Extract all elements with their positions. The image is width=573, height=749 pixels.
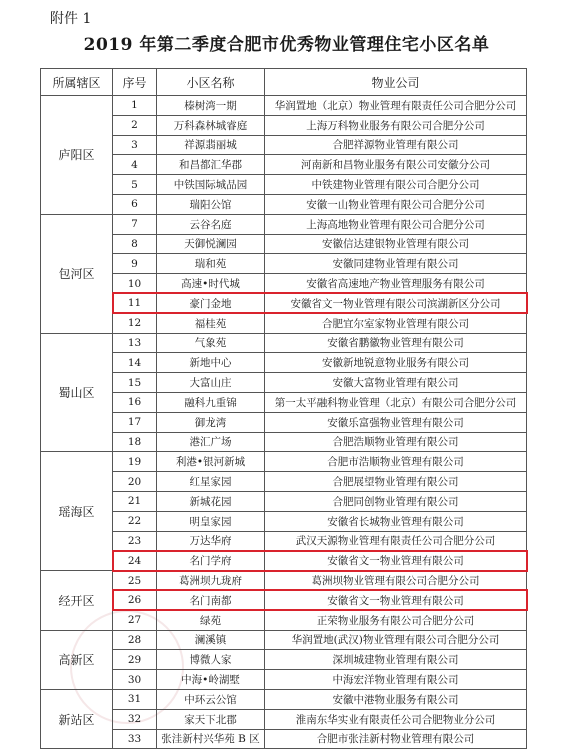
property-company-cell: 中铁建物业管理有限公司合肥分公司: [265, 175, 527, 195]
community-name-cell: 榛树湾一期: [157, 96, 265, 116]
community-name-cell: 万科森林城睿庭: [157, 115, 265, 135]
row-number-cell: 2: [113, 115, 157, 135]
property-company-cell: 第一太平融科物业管理（北京）有限公司合肥分公司: [265, 392, 527, 412]
table-header-row: [41, 69, 527, 96]
community-name-cell: 大富山庄: [157, 373, 265, 393]
table-row: [41, 234, 527, 254]
row-number-cell: 19: [113, 452, 157, 472]
row-number-cell: 13: [113, 333, 157, 353]
highlight-box: [112, 589, 528, 611]
property-company-cell: 安徽省高速地产物业管理服务有限公司: [265, 274, 527, 294]
community-name-cell: 利港•银河新城: [157, 452, 265, 472]
property-company-cell: 合肥市张洼新村物业管理有限公司: [265, 729, 527, 749]
row-number-cell: 16: [113, 392, 157, 412]
table-row: [41, 491, 527, 511]
table-row: [41, 472, 527, 492]
table-row: [41, 412, 527, 432]
row-number-cell: 14: [113, 353, 157, 373]
attachment-label: 附件 1: [50, 11, 92, 27]
property-company-cell: 上海万科物业服务有限公司合肥分公司: [265, 115, 527, 135]
district-cell: 蜀山区: [41, 333, 113, 452]
highlight-box: [112, 292, 528, 314]
row-number-cell: 12: [113, 313, 157, 333]
header-community-name: 小区名称: [157, 69, 265, 96]
property-company-cell: 合肥市浩顺物业管理有限公司: [265, 452, 527, 472]
table-row: [41, 254, 527, 274]
table-row: [41, 115, 527, 135]
property-company-cell: 华润置地(武汉)物业管理有限公司合肥分公司: [265, 630, 527, 650]
property-company-cell: 安徽省文一物业管理有限公司: [265, 590, 527, 610]
header-property-company: 物业公司: [265, 69, 527, 96]
row-number-cell: 27: [113, 610, 157, 630]
community-name-cell: 家天下北郡: [157, 709, 265, 729]
community-name-cell: 名门学府: [157, 551, 265, 571]
row-number-cell: 20: [113, 472, 157, 492]
community-name-cell: 万达华府: [157, 531, 265, 551]
community-name-cell: 博微人家: [157, 650, 265, 670]
community-name-cell: 福桂苑: [157, 313, 265, 333]
row-number-cell: 6: [113, 194, 157, 214]
community-name-cell: 新城花园: [157, 491, 265, 511]
community-name-cell: 张洼新村兴华苑 B 区: [157, 729, 265, 749]
district-cell: 经开区: [41, 571, 113, 630]
row-number-cell: 10: [113, 274, 157, 294]
table-row: [41, 353, 527, 373]
community-name-cell: 豪门金地: [157, 293, 265, 313]
community-name-cell: 高速•时代城: [157, 274, 265, 294]
row-number-cell: 29: [113, 650, 157, 670]
table-row: [41, 96, 527, 116]
row-number-cell: 22: [113, 511, 157, 531]
community-name-cell: 新地中心: [157, 353, 265, 373]
community-name-cell: 澜溪镇: [157, 630, 265, 650]
property-company-cell: 中海宏洋物业管理有限公司: [265, 670, 527, 690]
row-number-cell: 5: [113, 175, 157, 195]
row-number-cell: 23: [113, 531, 157, 551]
community-name-cell: 和昌都汇华郡: [157, 155, 265, 175]
property-company-cell: 安徽中港物业服务有限公司: [265, 689, 527, 709]
row-number-cell: 24: [113, 551, 157, 571]
community-name-cell: 云谷名庭: [157, 214, 265, 234]
row-number-cell: 18: [113, 432, 157, 452]
table-row: [41, 274, 527, 294]
community-name-cell: 祥源翡丽城: [157, 135, 265, 155]
table-row: [41, 175, 527, 195]
row-number-cell: 7: [113, 214, 157, 234]
community-name-cell: 明皇家园: [157, 511, 265, 531]
row-number-cell: 21: [113, 491, 157, 511]
community-name-cell: 气象苑: [157, 333, 265, 353]
property-company-cell: 安徽省文一物业管理有限公司滨湖新区分公司: [265, 293, 527, 313]
table-row: [41, 650, 527, 670]
table-body: [41, 96, 527, 749]
document-title: 2019 年第二季度合肥市优秀物业管理住宅小区名单: [83, 35, 490, 55]
property-company-cell: 安徽同建物业管理有限公司: [265, 254, 527, 274]
community-name-cell: 融科九重锦: [157, 392, 265, 412]
highlight-box: [112, 550, 528, 572]
property-company-cell: 安徽新地锐意物业服务有限公司: [265, 353, 527, 373]
property-company-cell: 葛洲坝物业管理有限公司合肥分公司: [265, 571, 527, 591]
property-company-cell: 合肥浩顺物业管理有限公司: [265, 432, 527, 452]
table-row: [41, 630, 527, 650]
district-cell: 庐阳区: [41, 96, 113, 215]
table-row: [41, 392, 527, 412]
community-name-cell: 葛洲坝九珑府: [157, 571, 265, 591]
district-cell: 高新区: [41, 630, 113, 689]
property-company-cell: 正荣物业服务有限公司合肥分公司: [265, 610, 527, 630]
property-company-cell: 合肥同创物业管理有限公司: [265, 491, 527, 511]
community-name-cell: 红星家园: [157, 472, 265, 492]
table-row: [41, 333, 527, 353]
header-district: 所属辖区: [41, 69, 113, 96]
community-name-cell: 港汇广场: [157, 432, 265, 452]
row-number-cell: 9: [113, 254, 157, 274]
table-row: [41, 670, 527, 690]
property-company-cell: 上海高地物业管理有限公司合肥分公司: [265, 214, 527, 234]
community-table: [40, 68, 527, 749]
row-number-cell: 15: [113, 373, 157, 393]
property-company-cell: 安徽省鹏徽物业管理有限公司: [265, 333, 527, 353]
property-company-cell: 武汉天源物业管理有限责任公司合肥分公司: [265, 531, 527, 551]
row-number-cell: 32: [113, 709, 157, 729]
property-company-cell: 安徽省文一物业管理有限公司: [265, 551, 527, 571]
table-row: [41, 135, 527, 155]
property-company-cell: 河南新和昌物业服务有限公司安徽分公司: [265, 155, 527, 175]
community-name-cell: 绿苑: [157, 610, 265, 630]
property-company-cell: 华润置地（北京）物业管理有限责任公司合肥分公司: [265, 96, 527, 116]
property-company-cell: 合肥祥源物业管理有限公司: [265, 135, 527, 155]
community-name-cell: 御龙湾: [157, 412, 265, 432]
row-number-cell: 28: [113, 630, 157, 650]
row-number-cell: 4: [113, 155, 157, 175]
community-name-cell: 中海•岭湖墅: [157, 670, 265, 690]
table-row: [41, 432, 527, 452]
table-row: [41, 155, 527, 175]
table-row: [41, 373, 527, 393]
table-row: [41, 689, 527, 709]
row-number-cell: 8: [113, 234, 157, 254]
district-cell: 瑶海区: [41, 452, 113, 571]
property-company-cell: 淮南东华实业有限责任公司合肥物业分公司: [265, 709, 527, 729]
property-company-cell: 安徽信达建银物业管理有限公司: [265, 234, 527, 254]
district-cell: 包河区: [41, 214, 113, 333]
table-row: [41, 194, 527, 214]
row-number-cell: 11: [113, 293, 157, 313]
community-name-cell: 瑞和苑: [157, 254, 265, 274]
table-row: [41, 571, 527, 591]
property-company-cell: 深圳城建物业管理有限公司: [265, 650, 527, 670]
table-row: [41, 313, 527, 333]
row-number-cell: 31: [113, 689, 157, 709]
table-row: [41, 214, 527, 234]
row-number-cell: 25: [113, 571, 157, 591]
district-cell: 新站区: [41, 689, 113, 748]
property-company-cell: 安徽一山物业管理有限公司合肥分公司: [265, 194, 527, 214]
property-company-cell: 合肥展望物业管理有限公司: [265, 472, 527, 492]
community-name-cell: 名门南都: [157, 590, 265, 610]
property-company-cell: 安徽大富物业管理有限公司: [265, 373, 527, 393]
property-company-cell: 安徽省长城物业管理有限公司: [265, 511, 527, 531]
row-number-cell: 26: [113, 590, 157, 610]
table-row: [41, 452, 527, 472]
community-name-cell: 瑞阳公馆: [157, 194, 265, 214]
row-number-cell: 30: [113, 670, 157, 690]
community-name-cell: 中环云公馆: [157, 689, 265, 709]
community-name-cell: 中铁国际城品园: [157, 175, 265, 195]
table-row: [41, 709, 527, 729]
community-name-cell: 天御悦澜园: [157, 234, 265, 254]
table-row: [41, 610, 527, 630]
row-number-cell: 3: [113, 135, 157, 155]
table-row: [41, 531, 527, 551]
row-number-cell: 33: [113, 729, 157, 749]
header-number: 序号: [113, 69, 157, 96]
property-company-cell: 安徽乐富强物业管理有限公司: [265, 412, 527, 432]
table-row: [41, 511, 527, 531]
property-company-cell: 合肥宜尔室家物业管理有限公司: [265, 313, 527, 333]
row-number-cell: 17: [113, 412, 157, 432]
row-number-cell: 1: [113, 96, 157, 116]
